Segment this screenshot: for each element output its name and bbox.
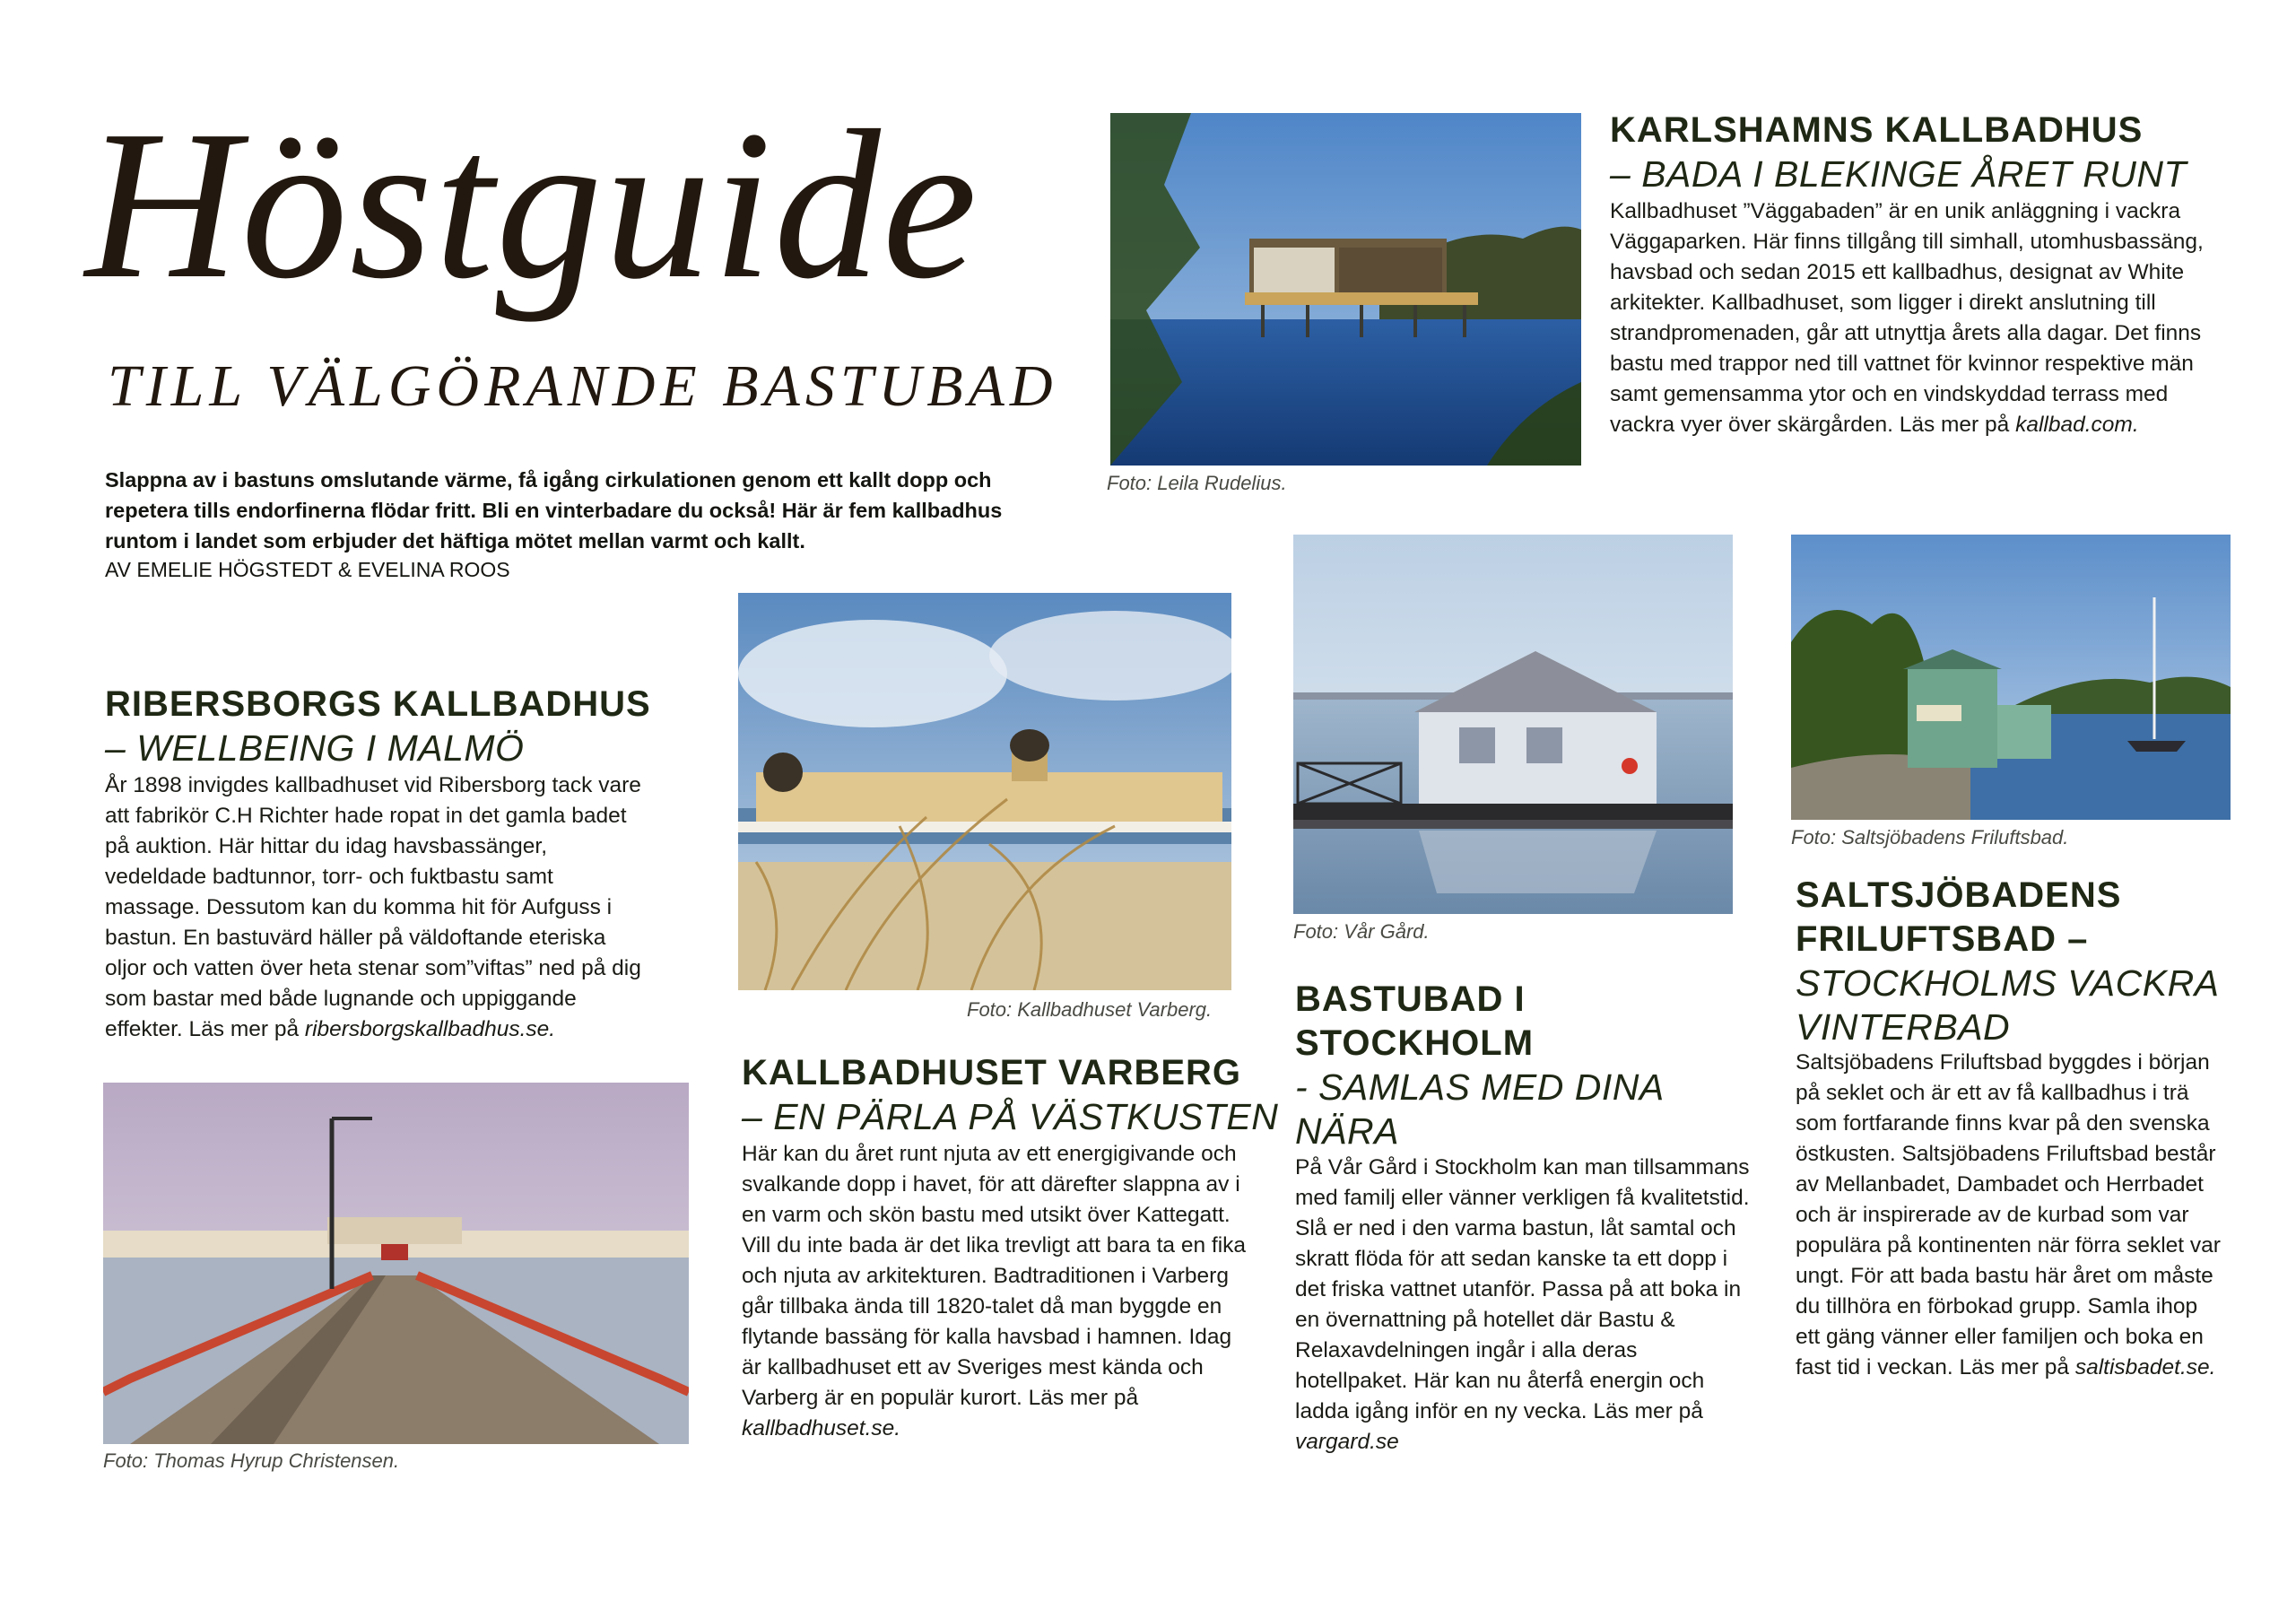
photo-saltsjobaden [1791, 535, 2231, 820]
link-stockholm[interactable]: vargard.se [1295, 1430, 1399, 1454]
tagline-karlshamn: – BADA I BLEKINGE ÅRET RUNT [1610, 153, 2187, 195]
photo-varberg [738, 593, 1231, 990]
heading-saltsjobaden-title: SALTSJÖBADENS FRILUFTSBAD – [1796, 875, 2122, 959]
byline: AV EMELIE HÖGSTEDT & EVELINA ROOS [105, 558, 510, 581]
caption-stockholm: Foto: Vår Gård. [1293, 920, 1430, 943]
caption-varberg: Foto: Kallbadhuset Varberg. [967, 998, 1213, 1021]
caption-karlshamn: Foto: Leila Rudelius. [1107, 472, 1287, 494]
link-saltsjobaden[interactable]: saltisbadet.se. [2074, 1355, 2216, 1379]
body-saltsjobaden [1796, 1048, 2222, 1383]
heading-varberg-title: KALLBADHUSET VARBERG [742, 1053, 1242, 1092]
body-saltsjobaden-text: Saltsjöbadens Friluftsbad byggdes i början på seklet och är ett av få kallbadhus i trä som fortfarande finns kvar på den svenska östkusten. Saltsjöbadens Friluftsbad består av Mellanbadet, Dambadet och Herrbadet och är inspirerade av de kurbad som var populära på kontinenten när förra seklet var ungt. För att bada bastu här året om måste du tillhöra en förbokad grupp. Samla ihop ett gäng vänner eller familjen och boka en fast tid i veckan. Läs mer på [1796, 1050, 2221, 1379]
body-karlshamn [1610, 196, 2215, 440]
caption-ribersborg: Foto: Thomas Hyrup Christensen. [103, 1449, 400, 1472]
link-karlshamn[interactable]: kallbad.com. [2015, 413, 2139, 437]
tagline-saltsjobaden: STOCKHOLMS VACKRA VINTERBAD [1796, 962, 2219, 1048]
link-varberg[interactable]: kallbadhuset.se. [742, 1416, 901, 1440]
body-stockholm [1295, 1153, 1752, 1458]
tagline-stockholm: - SAMLAS MED DINA NÄRA [1295, 1066, 1664, 1152]
body-varberg-text: Här kan du året runt njuta av ett energigivande och svalkande dopp i havet, för att därefter slappna av i en varm och skön bastu med utsikt över Kattegatt. Vill du inte bada är det lika trevligt att bara ta en fika och njuta av arkitekturen. Badtraditionen i Varberg går tillbaka ända till 1820-talet då man byggde en flytande bassäng för kalla havsbad i hamnen. Idag är kallbadhuset ett av Sveriges mest kända och Varberg är en populär kurort. Läs mer på [742, 1142, 1247, 1410]
heading-stockholm [1295, 978, 1726, 1153]
body-ribersborg [105, 770, 643, 1045]
photo-ribersborg [103, 1083, 689, 1444]
tagline-varberg: – EN PÄRLA PÅ VÄSTKUSTEN [742, 1096, 1279, 1137]
heading-saltsjobaden [1796, 874, 2244, 1049]
link-ribersborg[interactable]: ribersborgskallbadhus.se. [304, 1017, 556, 1041]
photo-stockholm [1293, 535, 1733, 914]
body-ribersborg-text: År 1898 invigdes kallbadhuset vid Ribersborg tack vare att fabrikör C.H Richter hade ropat in det gamla badet på auktion. Här hittar du idag havsbassänger, vedeldade badtunnor, torr- och fuktbastu samt massage. Dessutom kan du komma hit för Aufguss i bastun. En bastuvärd häller på väldoftande eteriska oljor och vatten över heta stenar som”viftas” ned på dig som bastar med både lugnande och uppiggande effekter. Läs mer på [105, 773, 641, 1041]
heading-varberg [742, 1051, 1387, 1139]
heading-ribersborg [105, 683, 751, 770]
heading-ribersborg-title: RIBERSBORGS KALLBADHUS [105, 684, 651, 724]
body-karlshamn-text: Kallbadhuset ”Väggabaden” är en unik anläggning i vackra Väggaparken. Här finns tillgång till simhall, utomhusbassäng, havsbad och sedan 2015 ett kallbadhus, designat av White arkitekter. Kallbadhuset, som ligger i direkt anslutning till strandpromenaden, går att utnyttja årets alla dagar. Det finns bastu med trappor ned till vattnet för kvinnor respektive män samt gemensamma ytor och en vindskyddad terrass med vackra vyer över skärgården. Läs mer på [1610, 199, 2204, 437]
heading-stockholm-title: BASTUBAD I STOCKHOLM [1295, 979, 1535, 1063]
tagline-ribersborg: – WELLBEING I MALMÖ [105, 727, 525, 769]
body-stockholm-text: På Vår Gård i Stockholm kan man tillsammans med familj eller vänner verkligen få kvalitetstid. Slå er ned i den varma bastun, låt samtal och skratt flöda för att sedan kanske ta ett dopp i det friska vattnet utanför. Passa på att boka in en övernattning på hotellet där Bastu & Relaxavdelningen ingår i alla deras hotellpaket. Här kan nu återfå energin och ladda igång inför en ny vecka. Läs mer på [1295, 1155, 1750, 1423]
page-title: Höstguide [85, 87, 979, 323]
ingress: Slappna av i bastuns omslutande värme, få igång cirkulationen genom ett kallt dopp och repetera tills endorfinerna flödar fritt. Bli en vinterbadare du också! Här är fem kallbadhus runtom i landet som erbjuder det häftiga mötet mellan varmt och kallt. [105, 468, 1003, 553]
heading-karlshamn-title: KARLSHAMNS KALLBADHUS [1610, 110, 2144, 150]
caption-saltsjobaden: Foto: Saltsjöbadens Friluftsbad. [1791, 826, 2069, 849]
body-varberg [742, 1139, 1253, 1444]
page-subtitle: TILL VÄLGÖRANDE BASTUBAD [108, 353, 1058, 419]
photo-karlshamn [1110, 113, 1581, 466]
heading-karlshamn [1610, 109, 2256, 196]
